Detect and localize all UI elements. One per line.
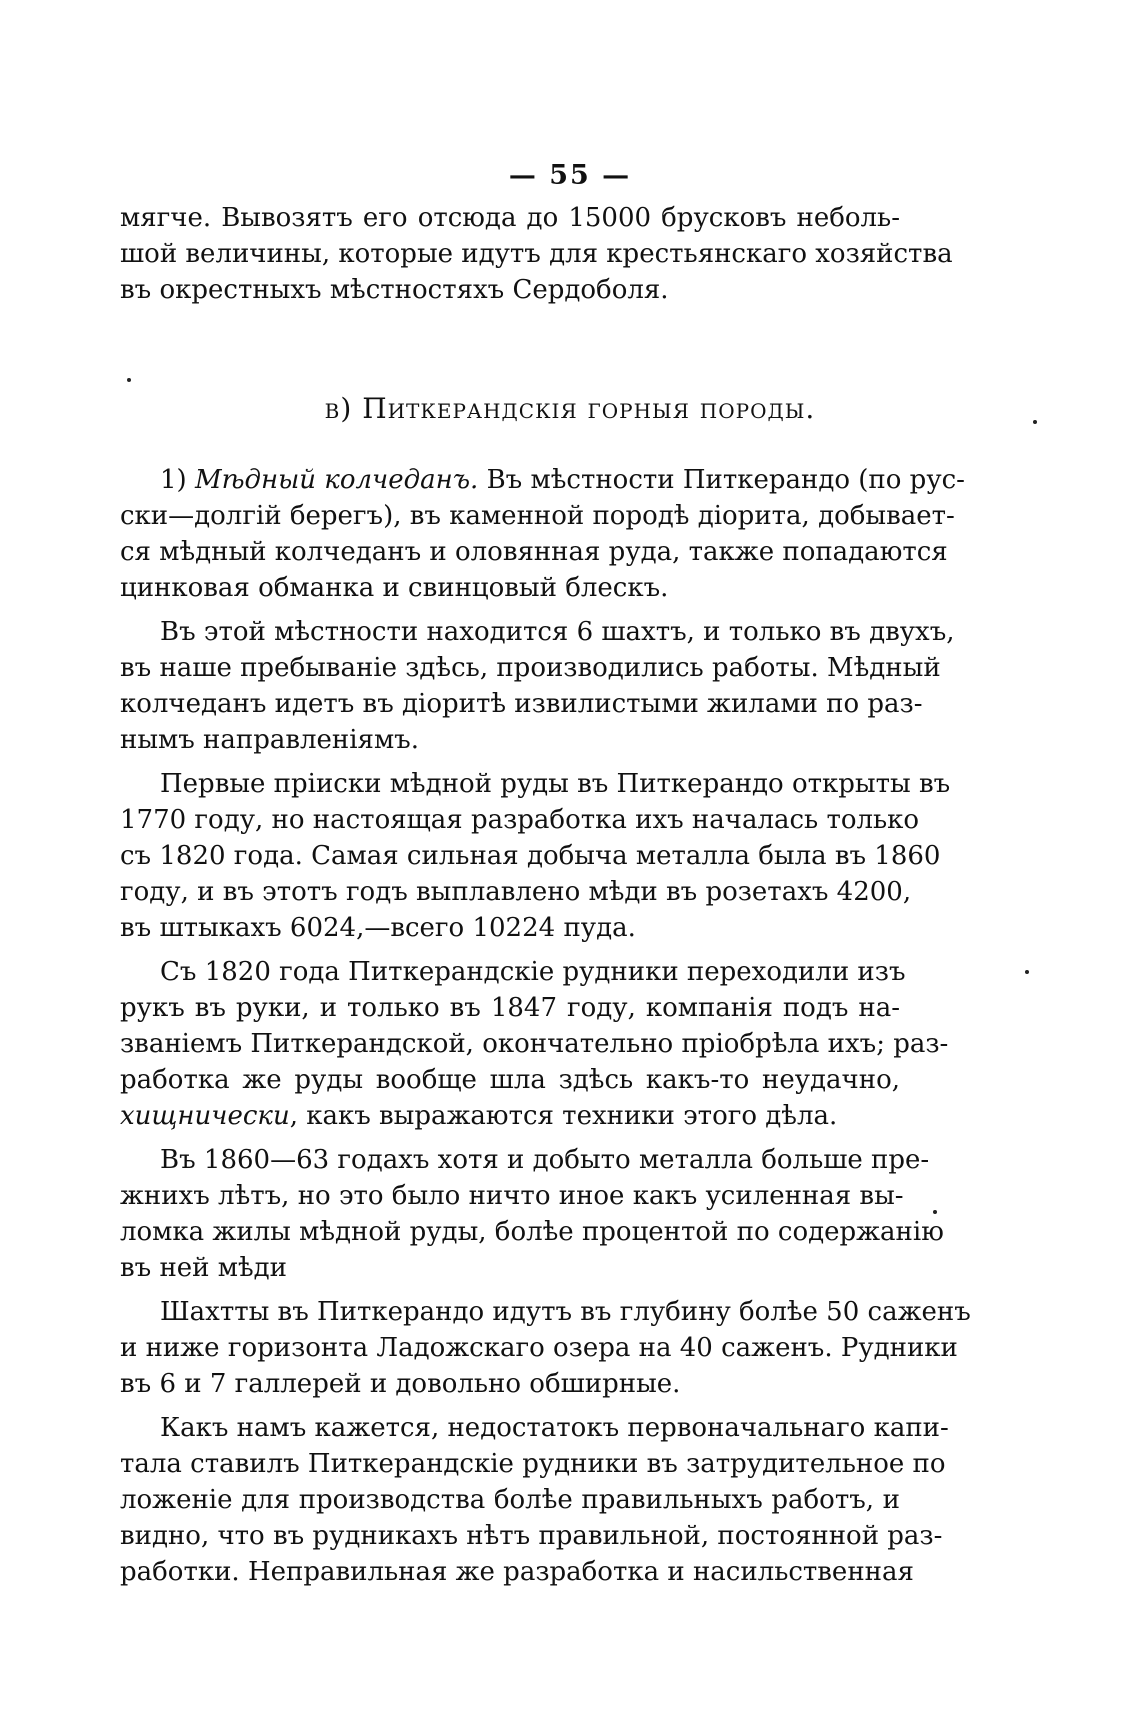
paragraph <box>120 1142 944 1286</box>
text-line <box>120 722 900 758</box>
text-line <box>120 954 906 990</box>
line-text: ломка жилы мѣдной руды, болѣе процентой по содержанію <box>120 1217 944 1247</box>
line-text: работки. Неправильная же разработка и насильственная <box>120 1557 914 1587</box>
line-text: видно, что въ рудникахъ нѣтъ правильной, постоянной раз- <box>120 1521 943 1551</box>
section-heading-text: в) Питкерандскія горныя породы. <box>324 392 816 425</box>
text-line <box>120 686 923 722</box>
text-line: мягче. Вывозятъ его отсюда до 15000 брусковъ неболь- <box>120 203 900 233</box>
top-paragraph <box>120 200 953 308</box>
line-text: въ наше пребываніе здѣсь, производились работы. Мѣдный <box>120 653 941 683</box>
body-text <box>120 462 971 1590</box>
text-line <box>120 1554 914 1590</box>
text-line <box>120 874 912 910</box>
text-line <box>120 498 955 534</box>
line-text: тала ставилъ Питкерандскіе рудники въ затрудительное по <box>120 1449 946 1479</box>
line-prefix: 1) <box>160 465 195 495</box>
section-heading <box>0 392 1140 425</box>
text-line <box>120 1142 930 1178</box>
paragraph <box>120 1294 971 1402</box>
line-text: Шахтты въ Питкерандо идутъ въ глубину болѣе 50 саженъ <box>160 1297 971 1327</box>
scan-speck <box>127 378 131 382</box>
text-line <box>120 1330 958 1366</box>
italic-term: Мѣдный колчеданъ. <box>194 465 479 495</box>
text-line <box>120 1026 949 1062</box>
paragraph-gap <box>120 1402 900 1410</box>
line-text: работка же руды вообще шла здѣсь какъ-то неудачно, <box>120 1065 900 1095</box>
paragraph <box>120 766 951 946</box>
text-line <box>120 802 920 838</box>
text-line: шой величины, которые идутъ для крестьянскаго хозяйства <box>120 239 953 269</box>
text-line <box>120 1294 971 1330</box>
paragraph-gap <box>120 1286 900 1294</box>
text-line <box>120 570 900 606</box>
paragraph <box>120 954 949 1134</box>
line-text: рукъ въ руки, и только въ 1847 году, компанія подъ на- <box>120 993 900 1023</box>
text-line <box>120 1366 900 1402</box>
line-text: ся мѣдный колчеданъ и оловянная руда, также попадаются <box>120 537 948 567</box>
text-line <box>120 1062 900 1098</box>
italic-term: хищнически <box>120 1101 290 1131</box>
text-line <box>120 1250 900 1286</box>
paragraph <box>120 614 955 758</box>
line-text: ски—долгій берегъ), въ каменной породѣ діорита, добывает- <box>120 501 955 531</box>
line-text: Съ 1820 года Питкерандскіе рудники переходили изъ <box>160 957 906 987</box>
paragraph-gap <box>120 606 900 614</box>
text-line <box>120 910 900 946</box>
paragraph-gap <box>120 1134 900 1142</box>
line-text: въ штыкахъ 6024,—всего 10224 пуда. <box>120 913 636 943</box>
text-line <box>120 1214 944 1250</box>
text-line <box>120 1410 949 1446</box>
line-rest: Въ мѣстности Питкерандо (по рус- <box>478 465 965 495</box>
text-line <box>120 1098 900 1134</box>
paragraph-gap <box>120 946 900 954</box>
text-line <box>120 650 941 686</box>
line-text: цинковая обманка и свинцовый блескъ. <box>120 573 669 603</box>
line-text: Въ этой мѣстности находится 6 шахтъ, и только въ двухъ, <box>160 617 955 647</box>
paragraph-gap <box>120 758 900 766</box>
text-line <box>120 1446 946 1482</box>
line-text: въ ней мѣди <box>120 1253 287 1283</box>
line-text: Въ 1860—63 годахъ хотя и добыто металла больше пре- <box>160 1145 930 1175</box>
text-line <box>120 1178 904 1214</box>
line-text: ложеніе для производства болѣе правильныхъ работъ, и <box>120 1485 900 1515</box>
paragraph <box>120 1410 949 1590</box>
line-text: съ 1820 года. Самая сильная добыча металла была въ 1860 <box>120 841 941 871</box>
text-line <box>120 614 955 650</box>
text-line <box>120 838 941 874</box>
text-line <box>120 990 900 1026</box>
scan-speck <box>933 1210 937 1214</box>
line-text: колчеданъ идетъ въ діоритѣ извилистыми жилами по раз- <box>120 689 923 719</box>
text-line <box>120 1482 900 1518</box>
page-number: — 55 — <box>508 160 632 191</box>
line-rest: , какъ выражаются техники этого дѣла. <box>289 1101 838 1131</box>
text-line <box>120 462 965 498</box>
text-line: въ окрестныхъ мѣстностяхъ Сердоболя. <box>120 275 669 305</box>
paragraph <box>120 462 965 606</box>
text-line <box>120 1518 943 1554</box>
line-text: нымъ направленіямъ. <box>120 725 419 755</box>
line-text: званіемъ Питкерандской, окончательно пріобрѣла ихъ; раз- <box>120 1029 949 1059</box>
text-line <box>120 766 951 802</box>
line-text: жнихъ лѣтъ, но это было ничто иное какъ усиленная вы- <box>120 1181 904 1211</box>
line-text: Первые пріиски мѣдной руды въ Питкерандо открыты въ <box>160 769 951 799</box>
line-text: 1770 году, но настоящая разработка ихъ началась только <box>120 805 920 835</box>
line-text: и ниже горизонта Ладожскаго озера на 40 саженъ. Рудники <box>120 1333 958 1363</box>
scan-speck <box>1025 970 1029 974</box>
line-text: году, и въ этотъ годъ выплавлено мѣди въ розетахъ 4200, <box>120 877 912 907</box>
scan-speck <box>1033 420 1037 424</box>
text-line <box>120 534 948 570</box>
line-text: въ 6 и 7 галлерей и довольно обширные. <box>120 1369 681 1399</box>
line-text: Какъ намъ кажется, недостатокъ первоначальнаго капи- <box>160 1413 949 1443</box>
